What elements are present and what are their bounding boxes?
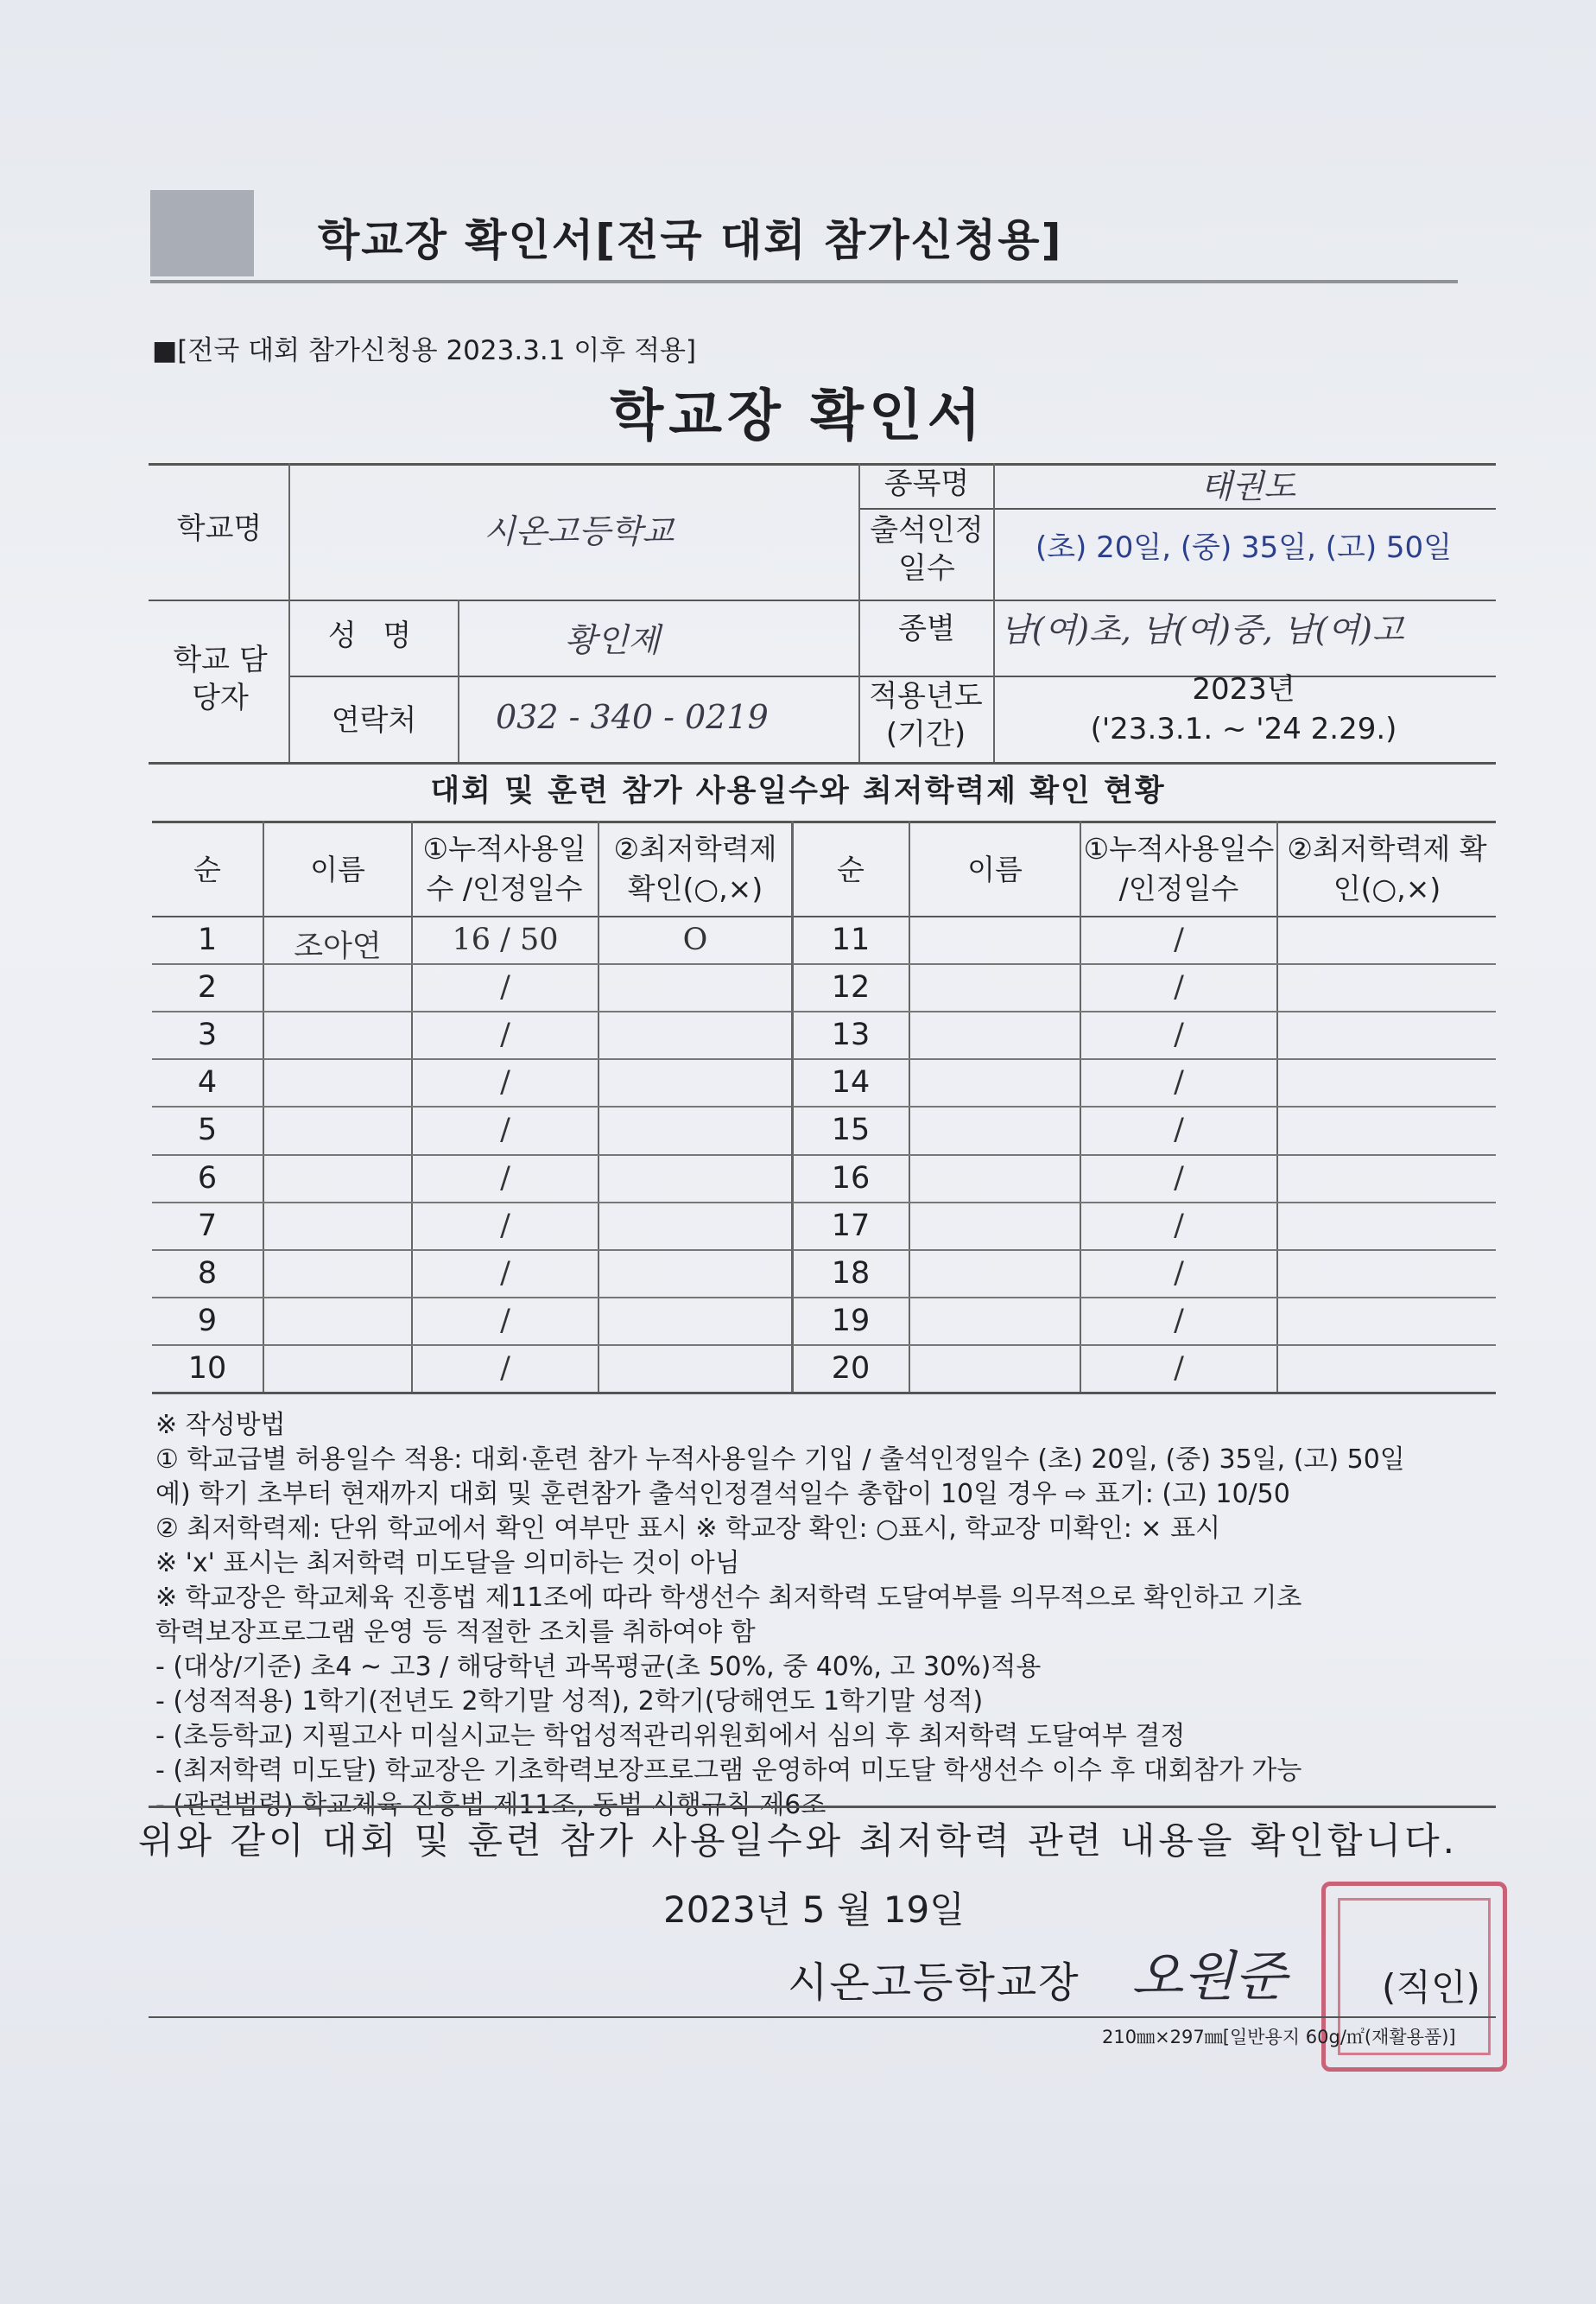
info-line [149,600,1496,601]
row-line [152,1154,791,1156]
row-no: 4 [197,1065,218,1101]
row-days: / [1174,923,1184,957]
note-line: - (성적적용) 1학기(전년도 2학기말 성적), 2학기(당해연도 1학기말 성적) [155,1686,984,1717]
confirm-text: 위와 같이 대회 및 훈련 참가 사용일수와 최저학력 관련 내용을 확인합니다. [137,1819,1459,1862]
info-vline [458,600,459,762]
row-no: 9 [197,1303,218,1338]
row-no: 1 [197,923,218,957]
row-days: / [500,1208,510,1243]
date-text: 2023년 5 월 19일 [663,1888,965,1931]
note-line: ② 최저학력제: 단위 학교에서 확인 여부만 표시 ※ 학교장 확인: ○표시, 학교장 미확인: × 표시 [155,1514,1221,1544]
row-no: 7 [197,1208,218,1243]
banner-title: 학교장 확인서[전국 대회 참가신청용] [318,215,1063,265]
row-days: 16 / 50 [452,923,559,957]
row-line [793,963,1496,965]
row-line [152,1058,791,1060]
info-vline [993,463,995,762]
note-line: - (대상/기준) 초4 ~ 고3 / 해당학년 과목평균(초 50%, 중 40%, 고 30%)적용 [155,1652,1042,1682]
info-vline [288,463,290,762]
row-days: / [1174,970,1184,1006]
row-no: 19 [831,1303,871,1338]
header-no: 순 [837,853,864,886]
note-line: 예) 학기 초부터 현재까지 대회 및 훈련참가 출석인정결석일수 총합이 10일 경우 ⇨ 표기: (고) 10/50 [155,1479,1290,1509]
gender-value: 남(여)초, 남(여)중, 남(여)고 [1000,611,1404,649]
notes-bottom-line [149,1806,1496,1808]
paper-spec: 210㎜×297㎜[일반용지 60g/㎡(재활용품)] [1102,2027,1456,2047]
row-line [793,1249,1496,1251]
header-no: 순 [193,853,221,886]
row-days: / [1174,1208,1184,1243]
year-value: 2023년 [1192,672,1295,707]
row-line [152,1106,791,1108]
event-label: 종목명 [884,467,970,501]
row-days: / [500,1018,510,1053]
row-no: 15 [831,1113,871,1148]
row-line [793,1106,1496,1108]
row-line [793,1344,1496,1346]
row-no: 20 [831,1350,871,1386]
row-days: / [1174,1065,1184,1101]
row-no: 6 [197,1160,218,1196]
row-no: 14 [831,1065,871,1101]
contact-value: 032 - 340 - 0219 [496,698,769,736]
writing-notes [155,1408,1503,1823]
gender-label: 종별 [898,612,955,646]
school-label: 학교명 [176,511,263,546]
row-days: / [500,970,510,1006]
row-days: / [1174,1303,1184,1338]
note-line: ※ 학교장은 학교체육 진흥법 제11조에 따라 학생선수 최저학력 도달여부를 의무적으로 확인하고 기초 [155,1583,1302,1613]
note-line: - (관련법령) 학교체육 진흥법 제11조, 동법 시행규칙 제6조 [155,1790,826,1820]
header-days: ①누적사용일수 /인정일수 [1083,832,1275,906]
row-no: 17 [831,1208,871,1243]
header-check: ②최저학력제 확인(○,×) [1287,832,1487,906]
header-check: ②최저학력제 확인(○,×) [613,832,777,906]
row-line [152,1202,791,1203]
note-line: 학력보장프로그램 운영 등 적절한 조치를 취하여야 함 [155,1617,756,1647]
row-line [152,1344,791,1346]
note-line: - (초등학교) 지필고사 미실시교는 학업성적관리위원회에서 심의 후 최저학력 도달여부 결정 [155,1721,1186,1751]
contact-label: 연락처 [331,703,417,738]
row-days: / [500,1303,510,1338]
banner [150,190,1458,283]
section-title: 대회 및 훈련 참가 사용일수와 최저학력제 확인 현황 [430,774,1166,809]
info-line [860,508,1496,510]
document-title: 학교장 확인서 [610,384,986,448]
row-line [152,1297,791,1298]
row-no: 16 [831,1160,871,1196]
row-days: / [1174,1113,1184,1148]
attendance-label: 출석인정 일수 [870,513,984,587]
principal-signature: 오원준 [1131,1945,1287,2008]
banner-block [150,190,254,276]
year-label: 적용년도 (기간) [869,679,983,752]
name-value: 황인제 [565,621,661,659]
row-no: 11 [831,923,871,957]
notice-line: ■[전국 대회 참가신청용 2023.3.1 이후 적용] [152,335,697,366]
attendance-value: (초) 20일, (중) 35일, (고) 50일 [1035,530,1453,565]
table-header-line [152,916,1496,917]
event-value: 태권도 [1200,467,1296,505]
row-days: / [500,1160,510,1196]
row-days: / [1174,1018,1184,1053]
row-days: / [1174,1160,1184,1196]
header-name: 이름 [967,853,1023,886]
row-days: / [500,1255,510,1291]
row-days: / [1174,1255,1184,1291]
row-line [793,1154,1496,1156]
row-line [152,1249,791,1251]
row-no: 8 [197,1255,218,1291]
row-no: 13 [831,1018,871,1053]
row-days: / [500,1113,510,1148]
row-no: 18 [831,1255,871,1291]
participant-table [152,821,1496,1393]
table-bottom-line [152,1392,1496,1394]
row-line [793,1297,1496,1298]
header-days: ①누적사용일수 /인정일수 [422,832,586,906]
principal-title: 시온고등학교장 [788,1958,1080,2007]
row-days: / [1174,1350,1184,1386]
row-no: 5 [197,1113,218,1148]
table-top-line [152,821,1496,823]
row-line [152,963,791,965]
period-value: ('23.3.1. ~ '24 2.29.) [1090,712,1397,746]
note-line: ※ 'x' 표시는 최저학력 미도달을 의미하는 것이 아님 [155,1548,740,1578]
name-label: 성 명 [327,619,421,653]
footer-line [149,2016,1496,2018]
note-line: ① 학교급별 허용일수 적용: 대회·훈련 참가 누적사용일수 기입 / 출석인정일수 (초) 20일, (중) 35일, (고) 50일 [155,1444,1405,1475]
row-check: O [682,923,708,957]
row-no: 3 [197,1018,218,1053]
row-no: 10 [187,1350,227,1386]
header-name: 이름 [310,853,365,886]
row-no: 12 [831,970,871,1006]
note-line: ※ 작성방법 [155,1410,286,1440]
row-days: / [500,1350,510,1386]
manager-label: 학교 담당자 [173,643,268,716]
info-bottom-line [149,762,1496,765]
row-line [793,1202,1496,1203]
row-no: 2 [197,970,218,1006]
note-line: - (최저학력 미도달) 학교장은 기초학력보장프로그램 운영하여 미도달 학생선수 이수 후 대회참가 가능 [155,1755,1302,1786]
row-line [793,1058,1496,1060]
stamp-label: (직인) [1382,1966,1480,2009]
row-line [152,1011,791,1012]
school-value: 시온고등학교 [484,512,674,550]
row-line [793,1011,1496,1012]
row-days: / [500,1065,510,1101]
row-name: 조아연 [294,930,382,964]
